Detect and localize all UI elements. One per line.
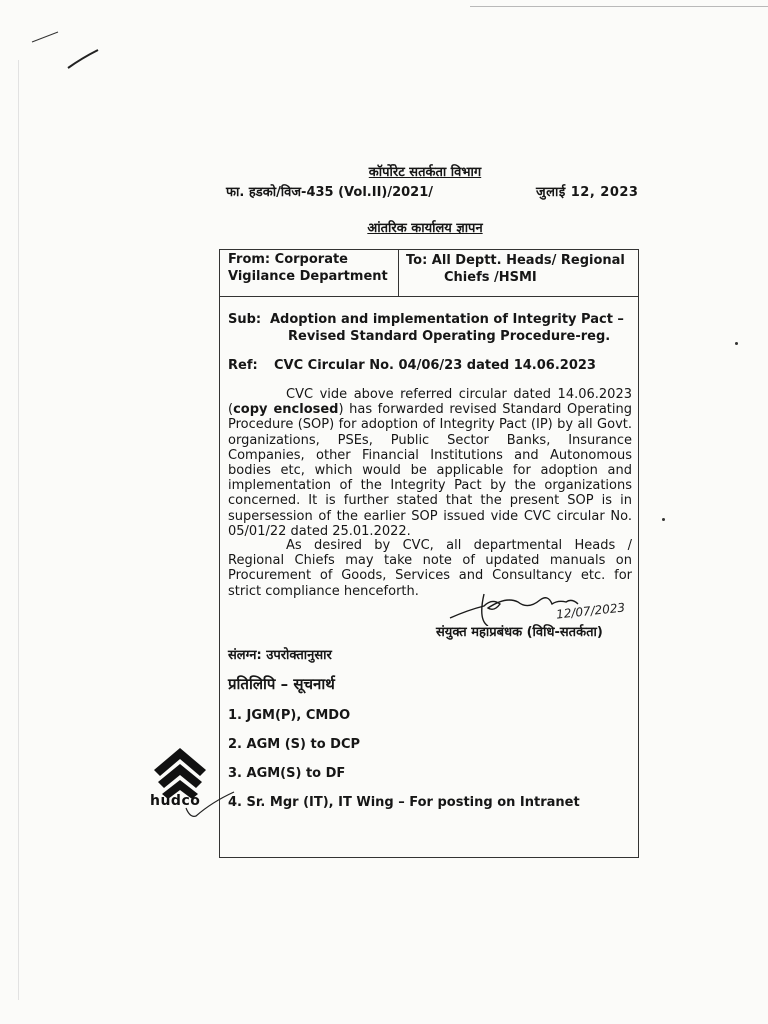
hudco-logo-text: hudco bbox=[150, 793, 201, 809]
memo-date: जुलाई 12, 2023 bbox=[536, 185, 639, 200]
file-number: फा. हडको/विज-435 (Vol.II)/2021/ bbox=[226, 185, 434, 200]
body-paragraph-1 bbox=[228, 387, 632, 539]
pen-mark-icon bbox=[30, 30, 100, 80]
p2-text: As desired by CVC, all departmental Heads / Regional Chiefs may take note of updated manuals on Procurement of Goods, Services and Consultancy etc. for strict compliance henceforth. bbox=[228, 538, 632, 599]
address-divider-vertical bbox=[398, 249, 399, 296]
subject-line-1: Adoption and implementation of Integrity Pact – bbox=[270, 312, 624, 327]
to-line-2: Chiefs /HSMI bbox=[444, 270, 537, 285]
scan-speck bbox=[662, 518, 665, 521]
reference-block bbox=[228, 358, 596, 373]
copy-item: 4. Sr. Mgr (IT), IT Wing – For posting on Intranet bbox=[228, 795, 580, 810]
p1-bold: copy enclosed bbox=[233, 402, 339, 418]
copy-to-title: प्रतिलिपि – सूचनार्थ bbox=[228, 675, 335, 693]
to-line-1: To: All Deptt. Heads/ Regional bbox=[406, 253, 625, 268]
subject-block bbox=[228, 311, 632, 345]
p1-rest: ) has forwarded revised Standard Operating Procedure (SOP) for adoption of Integrity Pact (IP) by all Govt. organizations, PSEs, Public Sector Banks, Insurance Companies, other Financial Institutions and Autonomous bodies etc, which would be applicable for adoption and implementation of the Integrity Pact by the organizations concerned. It is further stated that the present SOP is in supersession of the earlier SOP issued vide CVC circular No. 05/01/22 dated 25.01.2022. bbox=[228, 402, 632, 539]
p1-start: CVC vide above referred circular dated 14.06.2023 ( bbox=[228, 387, 632, 418]
copy-item: 1. JGM(P), CMDO bbox=[228, 708, 351, 723]
signature-date: 12/07/2023 bbox=[555, 600, 626, 622]
address-divider-horizontal bbox=[219, 296, 639, 297]
department-title: कॉर्पोरेट सतर्कता विभाग bbox=[368, 165, 482, 180]
enclosure-note: संलग्न: उपरोक्तानुसार bbox=[228, 648, 332, 663]
subject-label: Sub: bbox=[228, 312, 262, 327]
scan-speck bbox=[735, 342, 738, 345]
subject-line-2: Revised Standard Operating Procedure-reg. bbox=[288, 329, 611, 344]
copy-item: 3. AGM(S) to DF bbox=[228, 766, 346, 781]
reference-label: Ref: bbox=[228, 358, 258, 373]
from-line-2: Vigilance Department bbox=[228, 269, 388, 284]
to-address bbox=[406, 252, 636, 286]
signatory-designation: संयुक्त महाप्रबंधक (विधि-सतर्कता) bbox=[436, 625, 603, 640]
scan-edge-line bbox=[470, 6, 768, 7]
copy-item: 2. AGM (S) to DCP bbox=[228, 737, 361, 752]
tick-mark-icon bbox=[178, 790, 238, 820]
memo-type-title: आंतरिक कार्यालय ज्ञापन bbox=[367, 221, 483, 236]
reference-text: CVC Circular No. 04/06/23 dated 14.06.2023 bbox=[274, 358, 596, 373]
from-line-1: From: Corporate bbox=[228, 252, 348, 267]
from-address bbox=[228, 251, 393, 285]
scan-left-edge bbox=[18, 60, 19, 1000]
